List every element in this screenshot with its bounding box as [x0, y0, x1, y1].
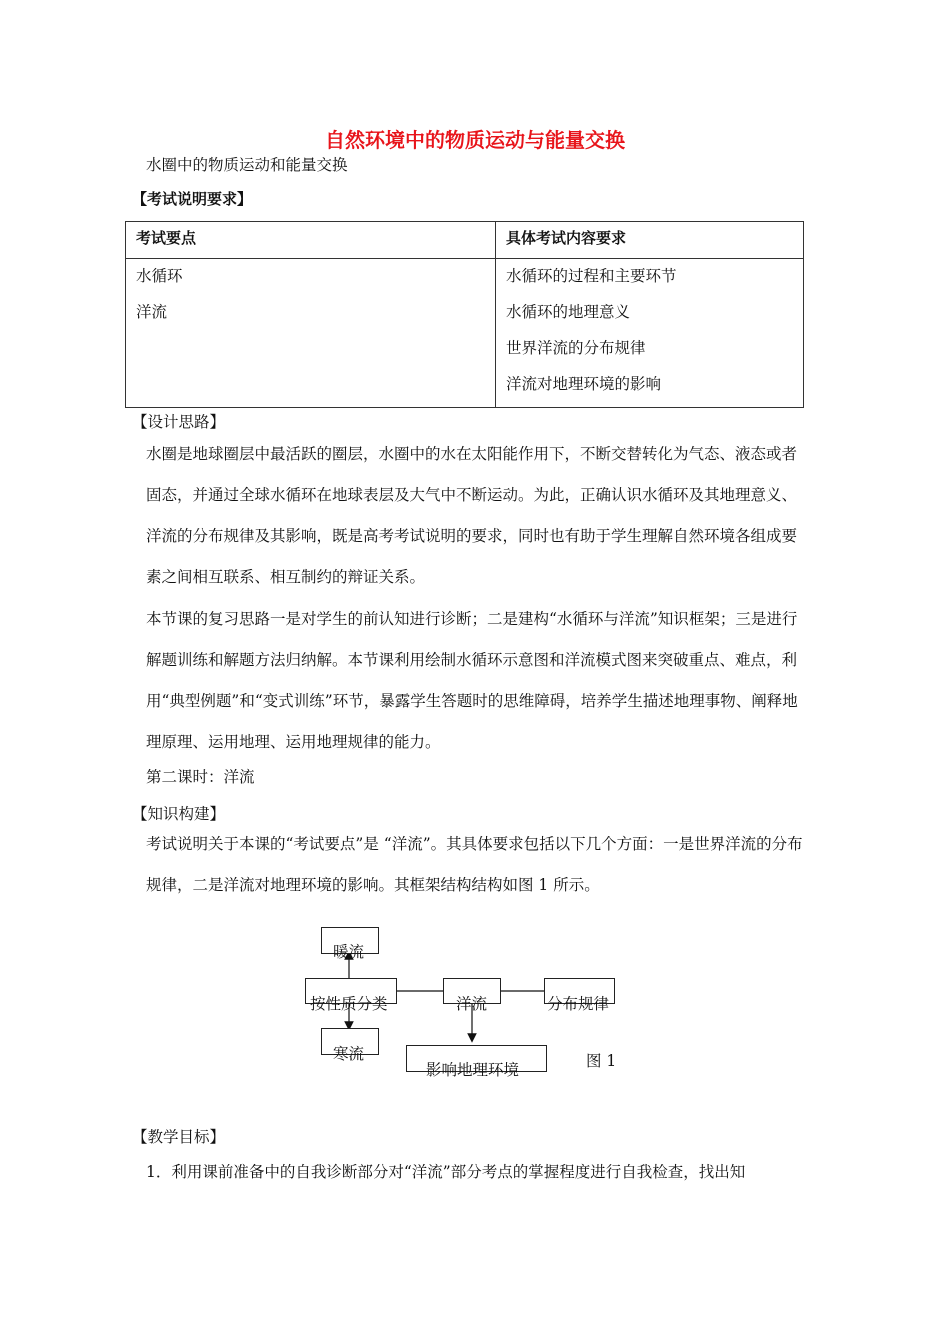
distribution-label: 分布规律 — [547, 995, 610, 1013]
table-item: 水循环的过程和主要环节 — [506, 267, 677, 285]
teaching-goals-heading: 【教学目标】 — [132, 1128, 226, 1146]
lesson-title: 第二课时：洋流 — [146, 768, 255, 786]
influence-label: 影响地理环境 — [426, 1061, 520, 1079]
table-item: 洋流对地理环境的影响 — [506, 375, 662, 393]
exam-requirements-heading: 【考试说明要求】 — [132, 190, 253, 208]
page-title: 自然环境中的物质运动与能量交换 — [325, 128, 625, 152]
table-item: 水循环 — [136, 267, 183, 285]
knowledge-paragraph: 考试说明关于本课的“考试要点”是 “洋流”。其具体要求包括以下几个方面：一是世界洋流的分布规律，二是洋流对地理环境的影响。其框架结构结构如图 1 所示。 — [146, 835, 803, 894]
figure-label: 图 1 — [586, 1052, 617, 1070]
design-paragraph-1: 水圈是地球圈层中最活跃的圈层，水圈中的水在太阳能作用下，不断交替转化为气态、液态或者固态，并通过全球水循环在地球表层及大气中不断运动。为此，正确认识水循环及其地理意义、洋流的分布规律及其影响，既是高考考试说明的要求，同时也有助于学生理解自然环境各组成要素之间相互联系、相互制约的辩证关系。 — [146, 445, 798, 586]
table-item: 水循环的地理意义 — [506, 303, 631, 321]
ocean-current-label: 洋流 — [456, 995, 488, 1013]
table-header-cell: 考试要点 — [126, 222, 496, 259]
classify-label: 按性质分类 — [310, 995, 388, 1013]
cold-current-label: 寒流 — [333, 1045, 365, 1063]
design-paragraph-2: 本节课的复习思路一是对学生的前认知进行诊断；二是建构“水循环与洋流”知识框架；三是进行解题训练和解题方法归纳解。本节课利用绘制水循环示意图和洋流模式图来突破重点、难点，利用“典型例题”和“变式训练”环节，暴露学生答题时的思维障碍，培养学生描述地理事物、阐释地理原理、运用地理、运用地理规律的能力。 — [146, 610, 798, 751]
table-item: 洋流 — [136, 303, 168, 321]
knowledge-heading: 【知识构建】 — [132, 805, 226, 823]
table-header-cell: 具体考试内容要求 — [496, 222, 804, 259]
table-item: 世界洋流的分布规律 — [506, 339, 646, 357]
goal-item-1: 1．利用课前准备中的自我诊断部分对“洋流”部分考点的掌握程度进行自我检查，找出知 — [146, 1163, 746, 1181]
design-heading: 【设计思路】 — [132, 413, 226, 431]
subtitle: 水圈中的物质运动和能量交换 — [146, 156, 348, 174]
warm-current-label: 暖流 — [333, 943, 365, 961]
